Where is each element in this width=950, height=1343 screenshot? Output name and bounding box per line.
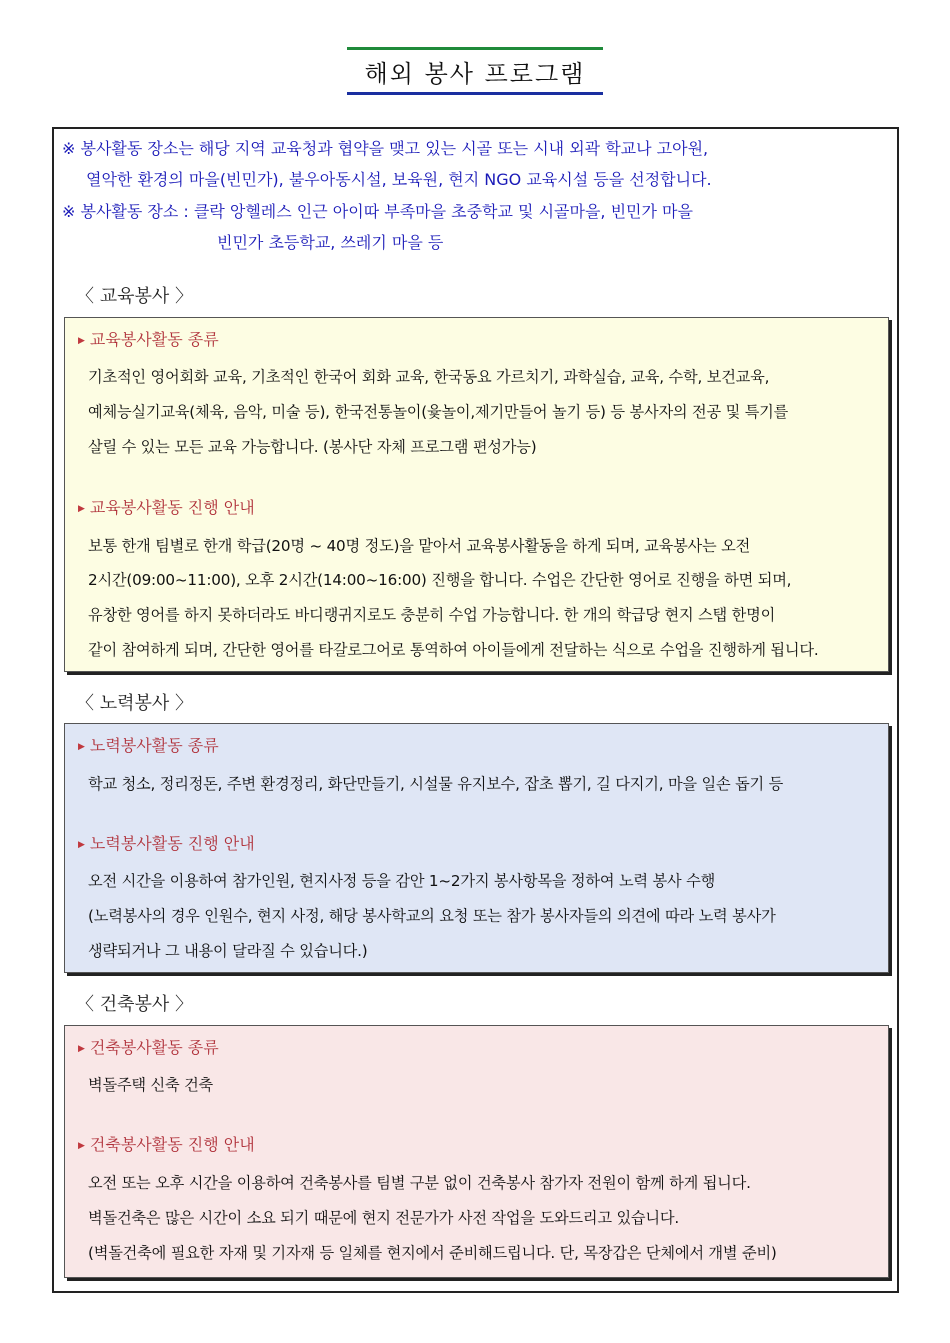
- construction-guide-title: [78, 1134, 255, 1157]
- labor-types-line: 학교 청소, 정리정돈, 주변 환경정리, 화단만들기, 시설물 유지보수, 잡초 뽑기, 길 다지기, 마을 일손 돕기 등: [88, 775, 784, 793]
- construction-guide-line: 벽돌건축은 많은 시간이 소요 되기 때문에 현지 전문가가 사전 작업을 도와드리고 있습니다.: [88, 1209, 679, 1227]
- labor-guide-line: 오전 시간을 이용하여 참가인원, 현지사정 등을 감안 1~2가지 봉사항목을 정하여 노력 봉사 수행: [88, 872, 716, 890]
- labor-guide-line: 생략되거나 그 내용이 달라질 수 있습니다.): [88, 942, 368, 960]
- notice-line: 빈민가 초등학교, 쓰레기 마을 등: [217, 233, 444, 252]
- labor-types-title: [78, 735, 219, 758]
- subheading-label: 노력봉사활동 진행 안내: [89, 834, 255, 853]
- education-guide-line: 2시간(09:00~11:00), 오후 2시간(14:00~16:00) 진행을 합니다. 수업은 간단한 영어로 진행을 하면 되며,: [88, 571, 792, 589]
- subheading-label: 교육봉사활동 종류: [89, 330, 219, 349]
- labor-guide-title: [78, 833, 255, 856]
- bullet-icon: ▶: [78, 336, 85, 346]
- labor-guide-line: (노력봉사의 경우 인원수, 현지 사정, 해당 봉사학교의 요청 또는 참가 봉사자들의 의견에 따라 노력 봉사가: [88, 907, 776, 925]
- page-title-box: [347, 47, 603, 95]
- education-guide-line: 보통 한개 팀별로 한개 학급(20명 ~ 40명 정도)을 맡아서 교육봉사활동을 하게 되며, 교육봉사는 오전: [88, 537, 751, 555]
- subheading-label: 노력봉사활동 종류: [89, 736, 219, 755]
- notice-line: ※ 봉사활동 장소는 해당 지역 교육청과 협약을 맺고 있는 시골 또는 시내 외곽 학교나 고아원,: [62, 139, 709, 158]
- construction-types-title: [78, 1037, 219, 1060]
- bullet-icon: ▶: [78, 504, 85, 514]
- education-types-line: 살릴 수 있는 모든 교육 가능합니다. (봉사단 자체 프로그램 편성가능): [88, 438, 537, 456]
- education-types-title: [78, 329, 219, 352]
- construction-guide-line: (벽돌건축에 필요한 자재 및 기자재 등 일체를 현지에서 준비해드립니다. 단, 목장갑은 단체에서 개별 준비): [88, 1244, 777, 1262]
- education-guide-line: 같이 참여하게 되며, 간단한 영어를 타갈로그어로 통역하여 아이들에게 전달하는 식으로 수업을 진행하게 됩니다.: [88, 641, 819, 659]
- notice-line: ※ 봉사활동 장소 : 클락 앙헬레스 인근 아이따 부족마을 초중학교 및 시골마을, 빈민가 마을: [62, 202, 693, 221]
- education-types-line: 기초적인 영어회화 교육, 기초적인 한국어 회화 교육, 한국동요 가르치기, 과학실습, 교육, 수학, 보건교육,: [88, 368, 770, 386]
- subheading-label: 건축봉사활동 종류: [89, 1038, 219, 1057]
- subheading-label: 교육봉사활동 진행 안내: [89, 498, 255, 517]
- page-title: 해외 봉사 프로그램: [364, 59, 586, 88]
- notice-line: 열악한 환경의 마을(빈민가), 불우아동시설, 보육원, 현지 NGO 교육시설 등을 선정합니다.: [86, 170, 712, 189]
- education-guide-line: 유창한 영어를 하지 못하더라도 바디랭귀지로도 충분히 수업 가능합니다. 한 개의 학급당 현지 스탭 한명이: [88, 606, 776, 624]
- section-heading-labor: 〈 노력봉사 〉: [76, 693, 193, 714]
- construction-guide-line: 오전 또는 오후 시간을 이용하여 건축봉사를 팀별 구분 없이 건축봉사 참가자 전원이 함께 하게 됩니다.: [88, 1174, 751, 1192]
- education-types-line: 예체능실기교육(체육, 음악, 미술 등), 한국전통놀이(윷놀이,제기만들어 놀기 등) 등 봉사자의 전공 및 특기를: [88, 403, 789, 421]
- bullet-icon: ▶: [78, 742, 85, 752]
- education-guide-title: [78, 497, 255, 520]
- bullet-icon: ▶: [78, 1044, 85, 1054]
- subheading-label: 건축봉사활동 진행 안내: [89, 1135, 255, 1154]
- section-heading-education: 〈 교육봉사 〉: [76, 286, 193, 307]
- construction-types-line: 벽돌주택 신축 건축: [88, 1076, 214, 1094]
- bullet-icon: ▶: [78, 1141, 85, 1151]
- bullet-icon: ▶: [78, 840, 85, 850]
- section-heading-construction: 〈 건축봉사 〉: [76, 994, 193, 1015]
